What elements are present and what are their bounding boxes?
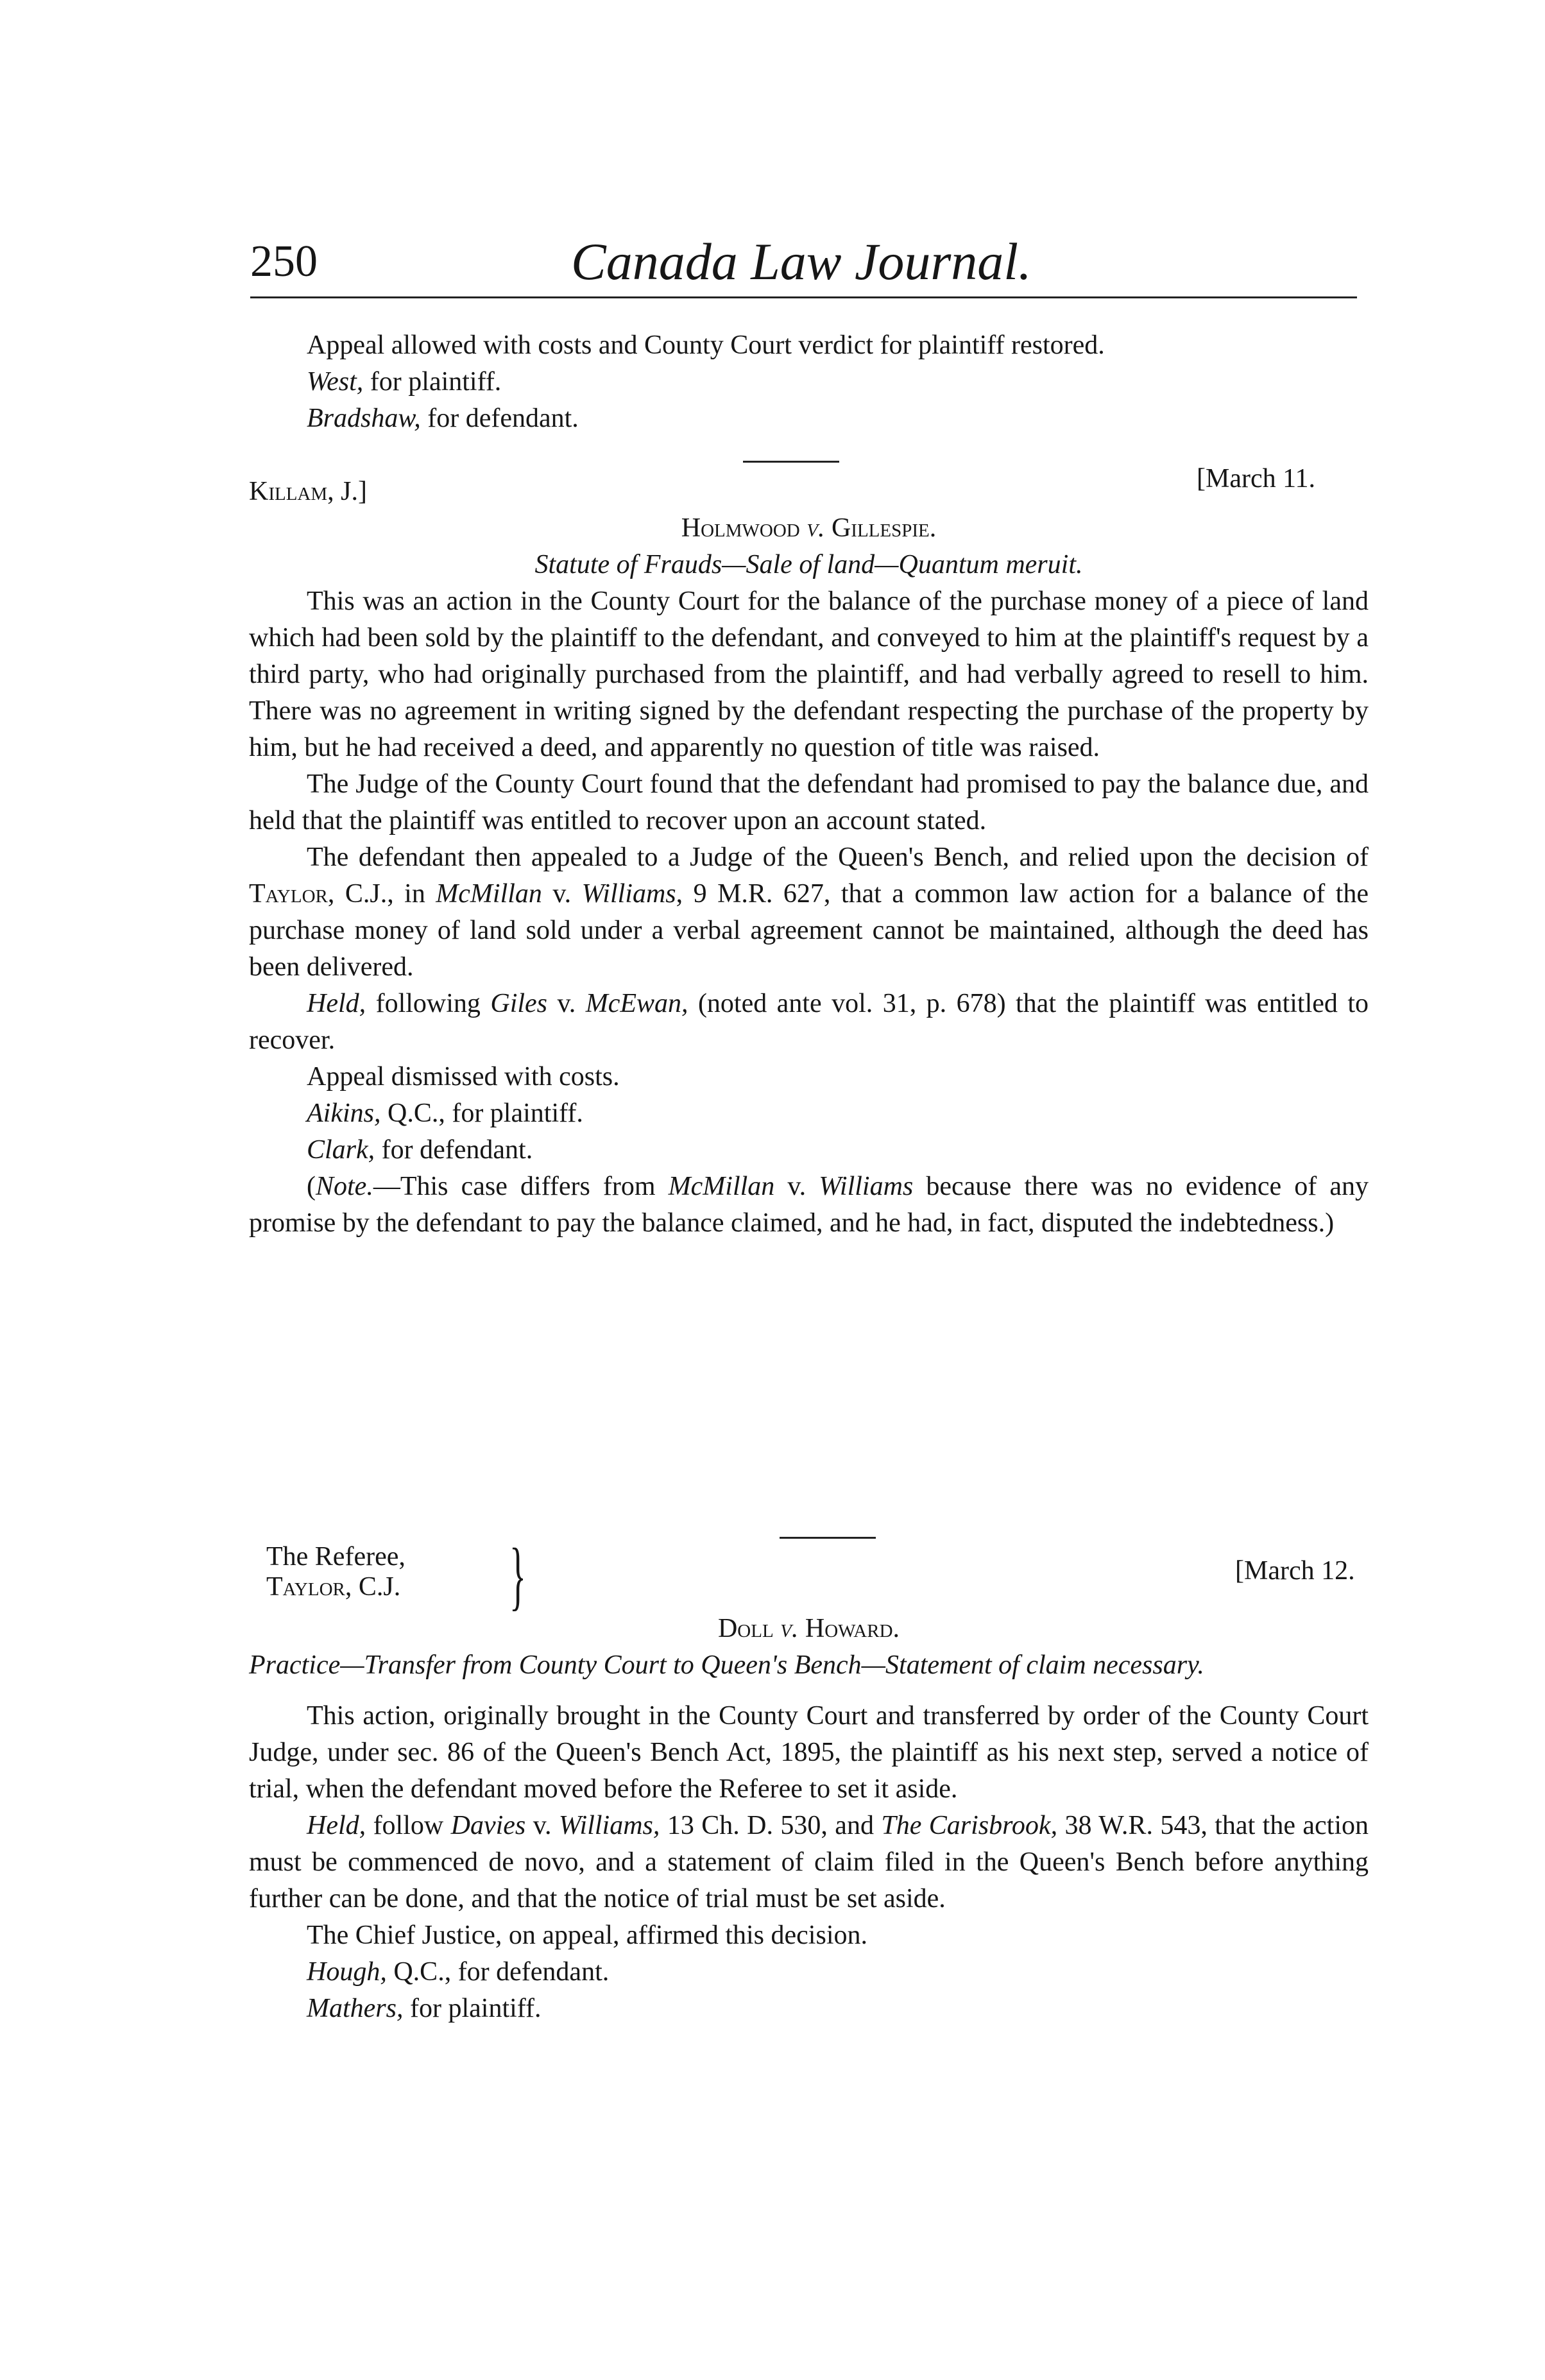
case-separator [780, 1537, 876, 1539]
counsel-name: West, [307, 367, 364, 397]
case-title: Doll v. Howard. [717, 1614, 900, 1643]
page-number: 250 [250, 237, 318, 286]
counsel-name: Clark, [307, 1135, 375, 1165]
page-header [250, 230, 1357, 300]
case-date: [March 11. [1197, 464, 1316, 493]
counsel-line: Aikins, Q.C., for plaintiff. [307, 1099, 583, 1128]
court-line: Taylor, C.J. [266, 1572, 401, 1602]
holding: Held, following Giles v. McEwan, (noted ante vol. 31, p. 678) that the plaintiff was entitled to recover. [249, 989, 1369, 1055]
counsel-line: Clark, for defendant. [307, 1135, 533, 1165]
paragraph: The defendant then appealed to a Judge of the Queen's Bench, and relied upon the decision of Taylor, C.J., in McMillan v. Williams, 9 M.R. 627, that a common law action for a balance of the purchase money of land sold under a verbal agreement cannot be maintained, although the deed has been delivered. [249, 843, 1369, 982]
case-date: [March 12. [1235, 1556, 1355, 1586]
counsel-name: Aikins, [307, 1099, 381, 1128]
editorial-note: (Note.—This case differs from McMillan v. Williams because there was no evidence of any promise by the defendant to pay the balance claimed, and he had, in fact, disputed the indebtedness.) [249, 1172, 1369, 1238]
paragraph: The Judge of the County Court found that the defendant had promised to pay the balance due, and held that the plaintiff was entitled to recover upon an account stated. [249, 769, 1369, 835]
counsel-line: West, for plaintiff. [307, 367, 502, 397]
case-separator [743, 461, 839, 463]
counsel-line: Bradshaw, for defendant. [307, 404, 579, 433]
counsel-line: Mathers, for plaintiff. [307, 1994, 542, 2023]
counsel-name: Bradshaw, [307, 404, 421, 433]
header-rule [250, 296, 1357, 298]
judge-name: Killam, J.] [249, 477, 367, 506]
court-line: The Referee, [266, 1542, 405, 1571]
brace-icon: } [509, 1532, 526, 1618]
previous-case-tail [249, 327, 1369, 437]
holding: Held, follow Davies v. Williams, 13 Ch. D. 530, and The Carisbrook, 38 W.R. 543, that the action must be commenced de novo, and a statement of claim filed in the Queen's Bench before anything further can be done, and that the notice of trial must be set aside. [249, 1811, 1369, 1913]
disposition: The Chief Justice, on appeal, affirmed this decision. [307, 1921, 867, 1950]
case-title: Holmwood v. Gillespie. [681, 513, 937, 543]
headnote: Practice—Transfer from County Court to Queen's Bench—Statement of claim necessary. [249, 1650, 1204, 1680]
case-holmwood-gillespie [249, 510, 1369, 1242]
appeal-result: Appeal allowed with costs and County Court verdict for plaintiff restored. [307, 330, 1105, 360]
case-doll-howard [249, 1611, 1369, 2027]
disposition: Appeal dismissed with costs. [307, 1062, 620, 1092]
counsel-name: Hough, [307, 1957, 387, 1987]
counsel-name: Mathers, [307, 1994, 404, 2023]
paragraph: This action, originally brought in the County Court and transferred by order of the County Court Judge, under sec. 86 of the Queen's Bench Act, 1895, the plaintiff as his next step, served a notice of trial, when the defendant moved before the Referee to set it aside. [249, 1701, 1369, 1804]
headnote: Statute of Frauds—Sale of land—Quantum meruit. [534, 550, 1083, 579]
paragraph: This was an action in the County Court for the balance of the purchase money of a piece of land which had been sold by the plaintiff to the defendant, and conveyed to him at the plaintiff's request by a third party, who had originally purchased from the plaintiff, and had verbally agreed to resell to him. There was no agreement in writing signed by the defendant respecting the purchase of the property by him, but he had received a deed, and apparently no question of title was raised. [249, 586, 1369, 762]
counsel-line: Hough, Q.C., for defendant. [307, 1957, 610, 1987]
journal-title: Canada Law Journal. [571, 232, 1032, 291]
